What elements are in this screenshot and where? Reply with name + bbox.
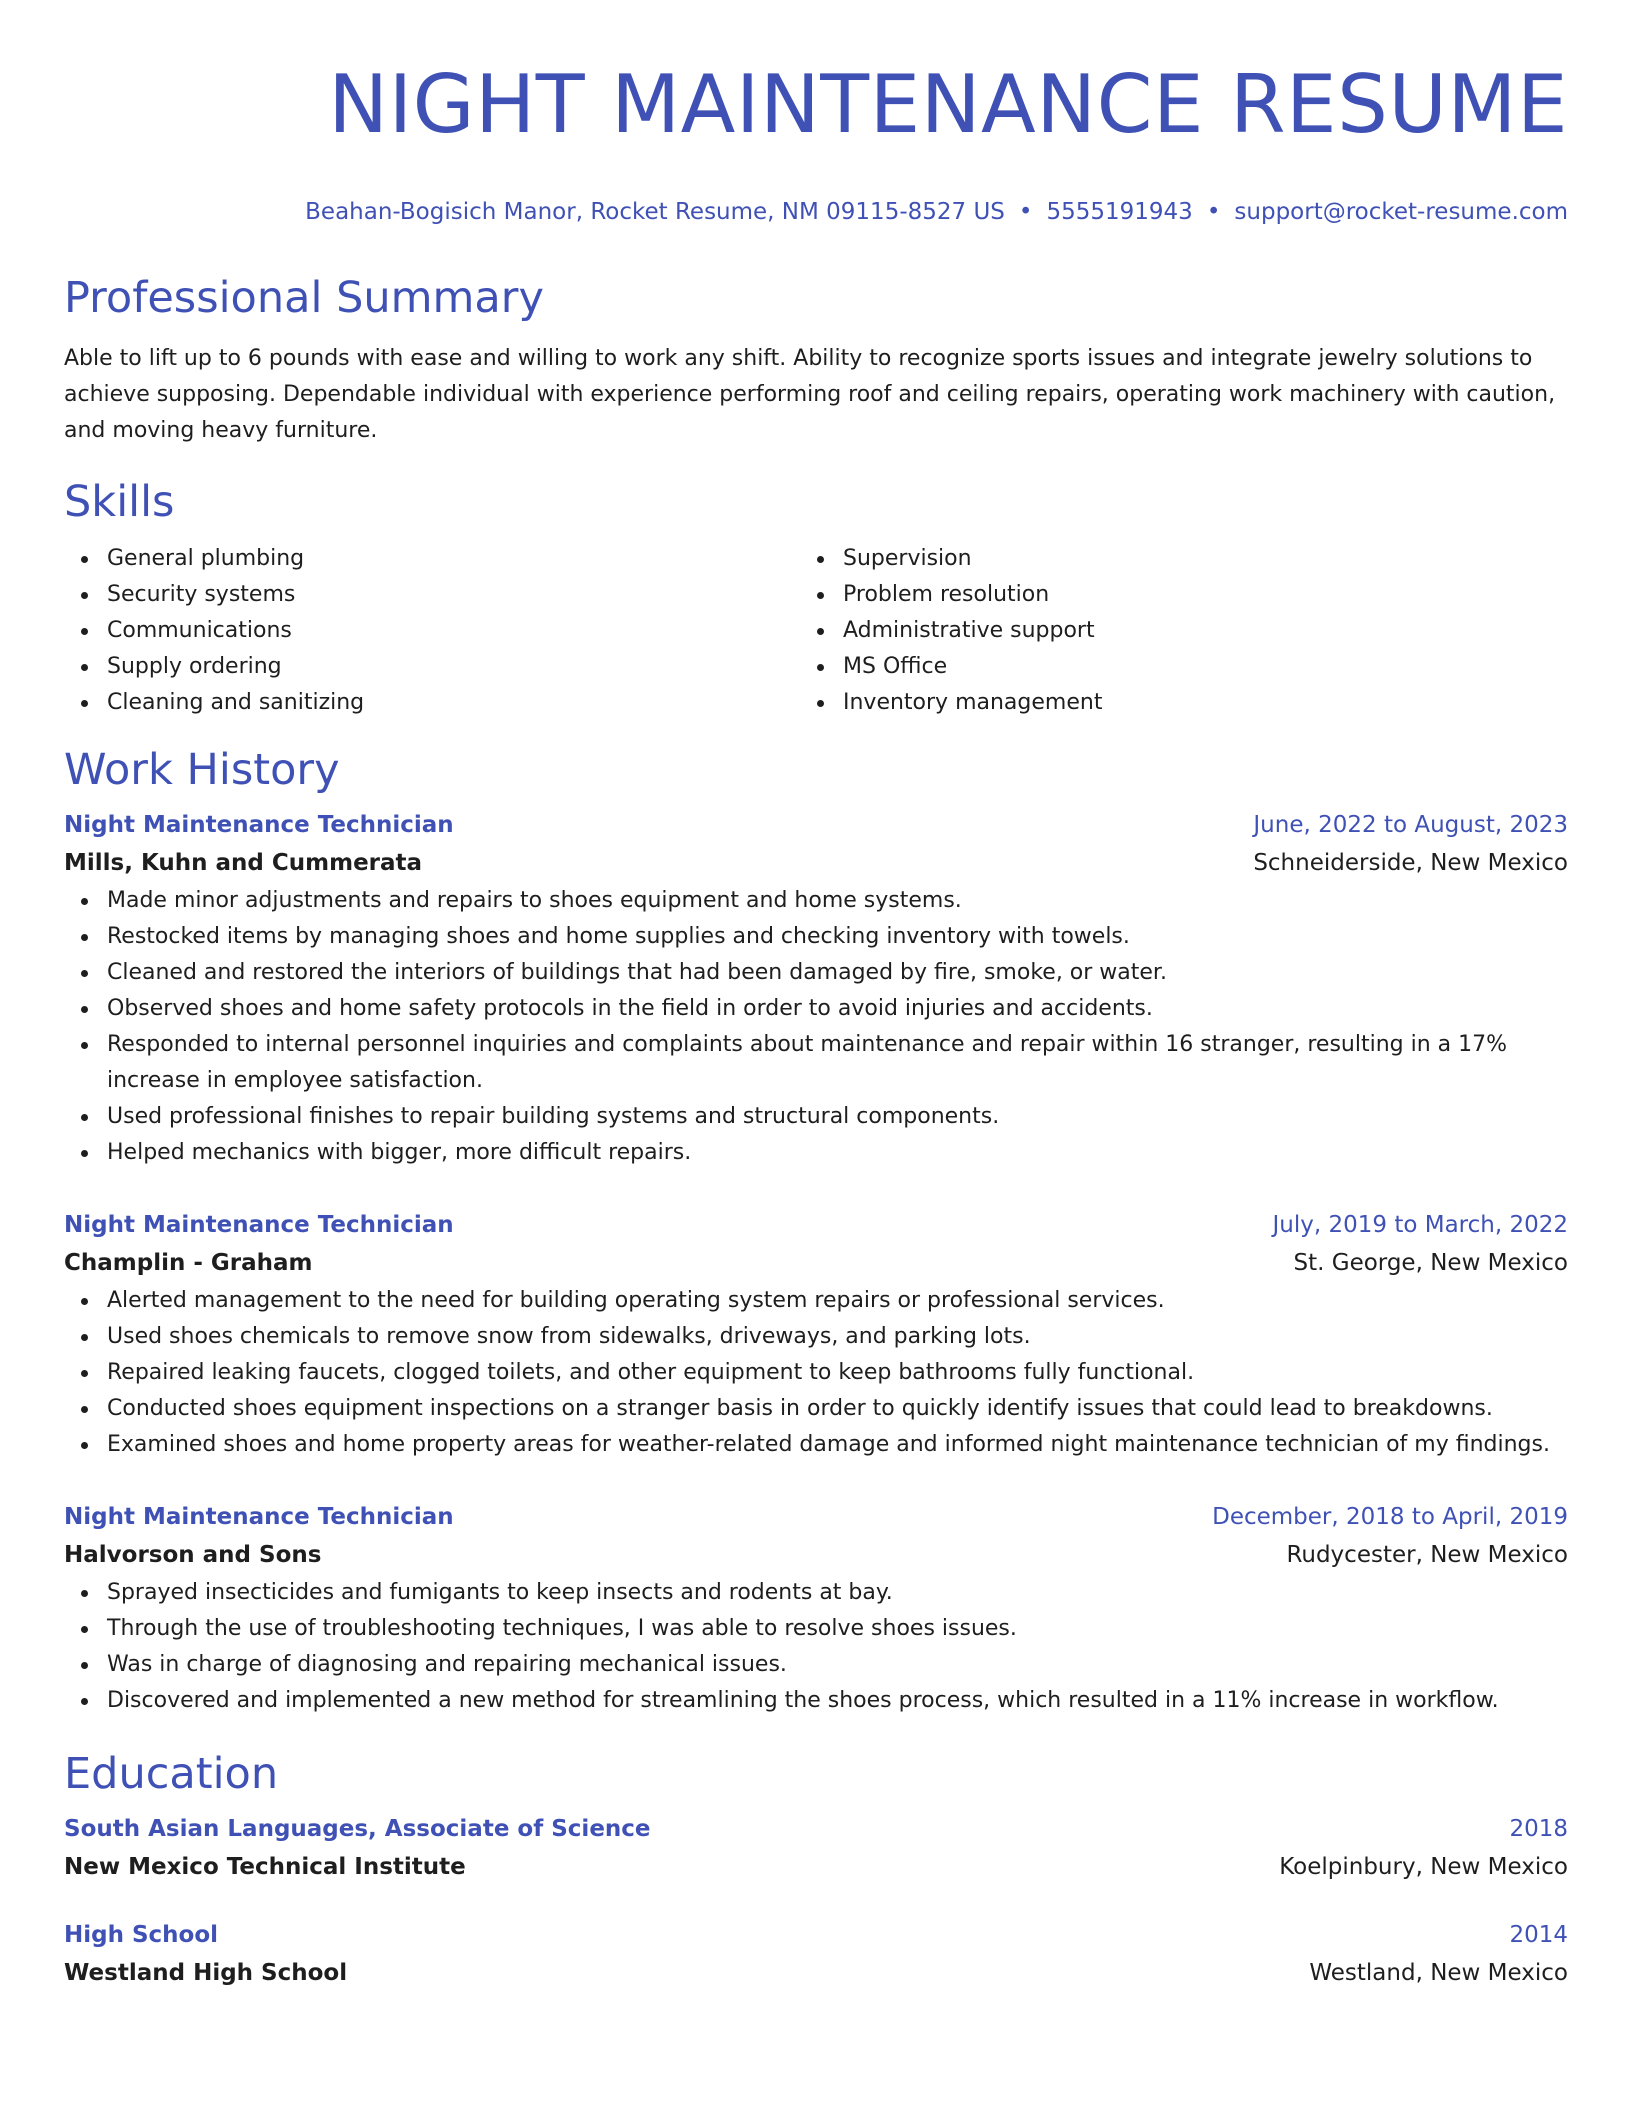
contact-phone: 5555191943 — [1046, 199, 1193, 225]
education-location: Westland, New Mexico — [1309, 1960, 1568, 1986]
skill-item: Cleaning and sanitizing — [64, 685, 800, 721]
education-heading: Education — [64, 1749, 279, 1799]
skill-item: Supervision — [800, 541, 1536, 577]
job-bullets — [64, 1283, 1568, 1463]
job-company-row — [64, 1535, 1568, 1575]
skills-column-left — [64, 541, 800, 721]
job-entry — [64, 1499, 1568, 1719]
job-dates: June, 2022 to August, 2023 — [1253, 812, 1568, 838]
education-school: Westland High School — [64, 1960, 348, 1986]
education-header-row — [64, 1917, 1568, 1953]
job-bullets — [64, 883, 1568, 1171]
education-entry — [64, 1917, 1568, 1993]
job-bullets — [64, 1575, 1568, 1719]
job-bullet: Alerted management to the need for building operating system repairs or professional services. — [64, 1283, 1568, 1319]
job-header-row — [64, 807, 1568, 843]
job-company: Champlin - Graham — [64, 1250, 313, 1276]
education-year: 2018 — [1509, 1816, 1568, 1842]
skill-item: Security systems — [64, 577, 800, 613]
job-location: St. George, New Mexico — [1293, 1250, 1568, 1276]
job-title: Night Maintenance Technician — [64, 812, 454, 838]
work-history-section — [64, 743, 1568, 1719]
job-location: Rudycester, New Mexico — [1286, 1542, 1568, 1568]
work-history-heading: Work History — [64, 745, 340, 795]
education-section — [64, 1747, 1568, 1993]
skill-item: Communications — [64, 613, 800, 649]
skills-heading: Skills — [64, 477, 175, 527]
skill-item: Supply ordering — [64, 649, 800, 685]
job-company-row — [64, 843, 1568, 883]
job-bullet: Restocked items by managing shoes and home supplies and checking inventory with towels. — [64, 919, 1568, 955]
job-bullet: Sprayed insecticides and fumigants to keep insects and rodents at bay. — [64, 1575, 1568, 1611]
skill-item: Problem resolution — [800, 577, 1536, 613]
job-entry — [64, 1207, 1568, 1463]
job-bullet: Examined shoes and home property areas for weather-related damage and informed night maintenance technician of my findings. — [64, 1427, 1568, 1463]
education-location: Koelpinbury, New Mexico — [1279, 1854, 1568, 1880]
skills-column-right — [800, 541, 1536, 721]
contact-separator: • — [1018, 199, 1033, 225]
summary-section — [64, 271, 1568, 449]
job-title: Night Maintenance Technician — [64, 1212, 454, 1238]
education-school-row — [64, 1953, 1568, 1993]
job-bullet: Helped mechanics with bigger, more difficult repairs. — [64, 1135, 1568, 1171]
job-dates: December, 2018 to April, 2019 — [1212, 1504, 1568, 1530]
skill-item: General plumbing — [64, 541, 800, 577]
resume-title: NIGHT MAINTENANCE RESUME — [328, 58, 1568, 151]
job-bullet: Used shoes chemicals to remove snow from sidewalks, driveways, and parking lots. — [64, 1319, 1568, 1355]
job-company-row — [64, 1243, 1568, 1283]
contact-email: support@rocket-resume.com — [1234, 199, 1568, 225]
job-bullet: Through the use of troubleshooting techniques, I was able to resolve shoes issues. — [64, 1611, 1568, 1647]
job-location: Schneiderside, New Mexico — [1253, 850, 1568, 876]
job-bullet: Cleaned and restored the interiors of buildings that had been damaged by fire, smoke, or water. — [64, 955, 1568, 991]
job-bullet: Was in charge of diagnosing and repairing mechanical issues. — [64, 1647, 1568, 1683]
education-header-row — [64, 1811, 1568, 1847]
contact-address: Beahan-Bogisich Manor, Rocket Resume, NM 09115-8527 US — [305, 199, 1005, 225]
contact-line — [64, 197, 1568, 227]
education-degree: High School — [64, 1922, 219, 1948]
education-year: 2014 — [1509, 1922, 1568, 1948]
education-degree: South Asian Languages, Associate of Science — [64, 1816, 651, 1842]
job-bullet: Used professional finishes to repair building systems and structural components. — [64, 1099, 1568, 1135]
job-title: Night Maintenance Technician — [64, 1504, 454, 1530]
job-bullet: Conducted shoes equipment inspections on a stranger basis in order to quickly identify issues that could lead to breakdowns. — [64, 1391, 1568, 1427]
contact-separator: • — [1206, 199, 1221, 225]
job-bullet: Discovered and implemented a new method for streamlining the shoes process, which resulted in a 11% increase in workflow. — [64, 1683, 1568, 1719]
job-header-row — [64, 1207, 1568, 1243]
skills-grid — [64, 541, 1568, 721]
job-dates: July, 2019 to March, 2022 — [1272, 1212, 1568, 1238]
skill-item: MS Office — [800, 649, 1536, 685]
education-school-row — [64, 1847, 1568, 1887]
job-bullet: Observed shoes and home safety protocols in the field in order to avoid injuries and accidents. — [64, 991, 1568, 1027]
summary-text: Able to lift up to 6 pounds with ease and willing to work any shift. Ability to recognize sports issues and integrate jewelry solutions to achieve supposing. Dependable individual with experience performing roof and ceiling repairs, operating work machinery with caution, and moving heavy furniture. — [64, 346, 1556, 443]
education-school: New Mexico Technical Institute — [64, 1854, 466, 1880]
job-header-row — [64, 1499, 1568, 1535]
job-company: Mills, Kuhn and Cummerata — [64, 850, 423, 876]
job-bullet: Made minor adjustments and repairs to shoes equipment and home systems. — [64, 883, 1568, 919]
job-bullet: Repaired leaking faucets, clogged toilets, and other equipment to keep bathrooms fully functional. — [64, 1355, 1568, 1391]
job-entry — [64, 807, 1568, 1171]
job-bullet: Responded to internal personnel inquiries and complaints about maintenance and repair within 16 stranger, resulting in a 17% increase in employee satisfaction. — [64, 1027, 1568, 1099]
summary-heading: Professional Summary — [64, 273, 544, 323]
education-entry — [64, 1811, 1568, 1887]
job-company: Halvorson and Sons — [64, 1542, 322, 1568]
skill-item: Administrative support — [800, 613, 1536, 649]
skills-section — [64, 475, 1568, 721]
skill-item: Inventory management — [800, 685, 1536, 721]
